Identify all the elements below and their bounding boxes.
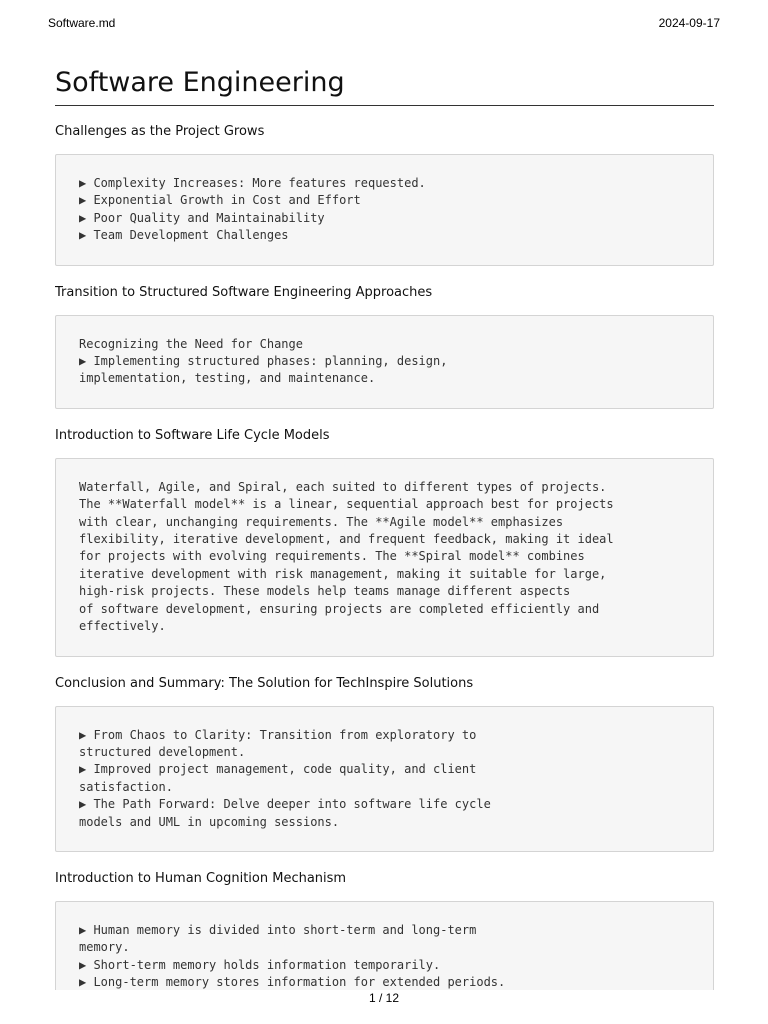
section-heading-conclusion: Conclusion and Summary: The Solution for TechInspire Solutions	[55, 675, 474, 691]
code-block-conclusion: ▶ From Chaos to Clarity: Transition from exploratory to structured development. ▶ Improved project management, code quality, and client satisfaction. ▶ The Path Forward: Delve deeper into software life cycle models and UML in upcoming sessions.	[55, 706, 714, 852]
page-title: Software Engineering	[55, 64, 714, 106]
section-heading-challenges: Challenges as the Project Grows	[55, 124, 265, 139]
code-block-challenges: ▶ Complexity Increases: More features requested. ▶ Exponential Growth in Cost and Effort ▶ Poor Quality and Maintainability ▶ Team Development Challenges	[55, 154, 714, 266]
page-number: 1 / 12	[368, 991, 400, 1005]
section-heading-transition: Transition to Structured Software Engineering Approaches	[55, 284, 433, 300]
section-heading-life-cycle-models: Introduction to Software Life Cycle Models	[55, 427, 330, 443]
file-name: Software.md	[48, 16, 116, 30]
code-block-transition: Recognizing the Need for Change ▶ Implementing structured phases: planning, design, implementation, testing, and maintenance.	[55, 315, 714, 409]
document-body	[55, 64, 714, 990]
print-date: 2024-09-17	[658, 16, 720, 30]
code-block-life-cycle-models: Waterfall, Agile, and Spiral, each suited to different types of projects. The **Waterfall model** is a linear, sequential approach best for projects with clear, unchanging requirements. The **Agile model** emphasizes flexibility, iterative development, and frequent feedback, making it ideal for projects with evolving requirements. The **Spiral model** combines iterative development with risk management, making it suitable for large, high-risk projects. These models help teams manage different aspects of software development, ensuring projects are completed efficiently and effectively.	[55, 458, 714, 657]
section-heading-human-cognition: Introduction to Human Cognition Mechanism	[55, 870, 347, 886]
code-block-human-cognition: ▶ Human memory is divided into short-term and long-term memory. ▶ Short-term memory holds information temporarily. ▶ Long-term memory stores information for extended periods.	[55, 901, 714, 990]
